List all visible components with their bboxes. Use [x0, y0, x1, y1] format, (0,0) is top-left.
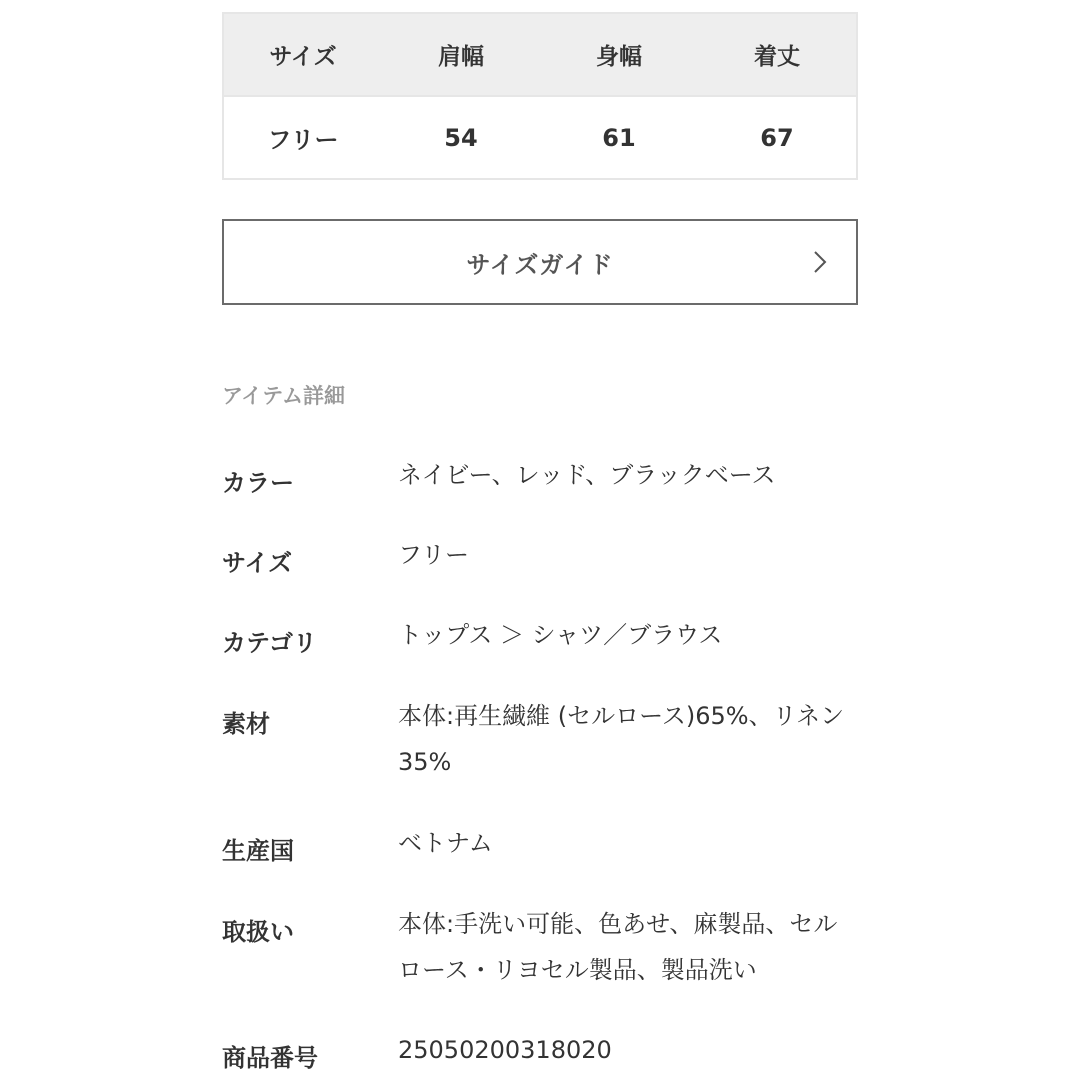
size-table-header-width: 身幅 [596, 44, 642, 70]
detail-value-care: 本体:手洗い可能、色あせ、麻製品、セルロース・リヨセル製品、製品洗い [398, 910, 838, 984]
detail-key-color: カラー [222, 469, 294, 497]
size-table-cell-length: 67 [760, 123, 794, 152]
size-guide-label: サイズガイド [466, 250, 614, 279]
chevron-right-icon [810, 250, 830, 274]
size-table-cell-width: 61 [602, 123, 636, 152]
detail-value-color: ネイビー、レッド、ブラックベース [398, 461, 776, 489]
item-details-title: アイテム詳細 [222, 384, 346, 408]
detail-value-origin: ベトナム [398, 829, 493, 857]
table-row [224, 97, 856, 178]
detail-key-material: 素材 [222, 710, 270, 738]
detail-value-size: フリー [398, 541, 470, 569]
size-table-header-row [224, 14, 856, 97]
detail-key-origin: 生産国 [222, 837, 294, 865]
size-table-cell-shoulder: 54 [444, 123, 478, 152]
size-table [222, 12, 858, 180]
detail-value-product-number: 25050200318020 [398, 1036, 612, 1064]
detail-value-material: 本体:再生繊維 (セルロース)65%、リネン35% [398, 702, 845, 776]
detail-key-size: サイズ [222, 549, 293, 577]
detail-key-care: 取扱い [222, 918, 294, 946]
detail-key-category: カテゴリ [222, 629, 318, 657]
size-table-cell-size: フリー [267, 126, 339, 154]
size-guide-button[interactable] [222, 219, 858, 305]
detail-key-product-number: 商品番号 [222, 1044, 318, 1072]
detail-value-category: トップス ＞ シャツ／ブラウス [398, 621, 723, 649]
size-table-header-shoulder: 肩幅 [438, 44, 484, 70]
size-table-header-size: サイズ [269, 44, 337, 70]
size-table-header-length: 着丈 [754, 44, 800, 70]
